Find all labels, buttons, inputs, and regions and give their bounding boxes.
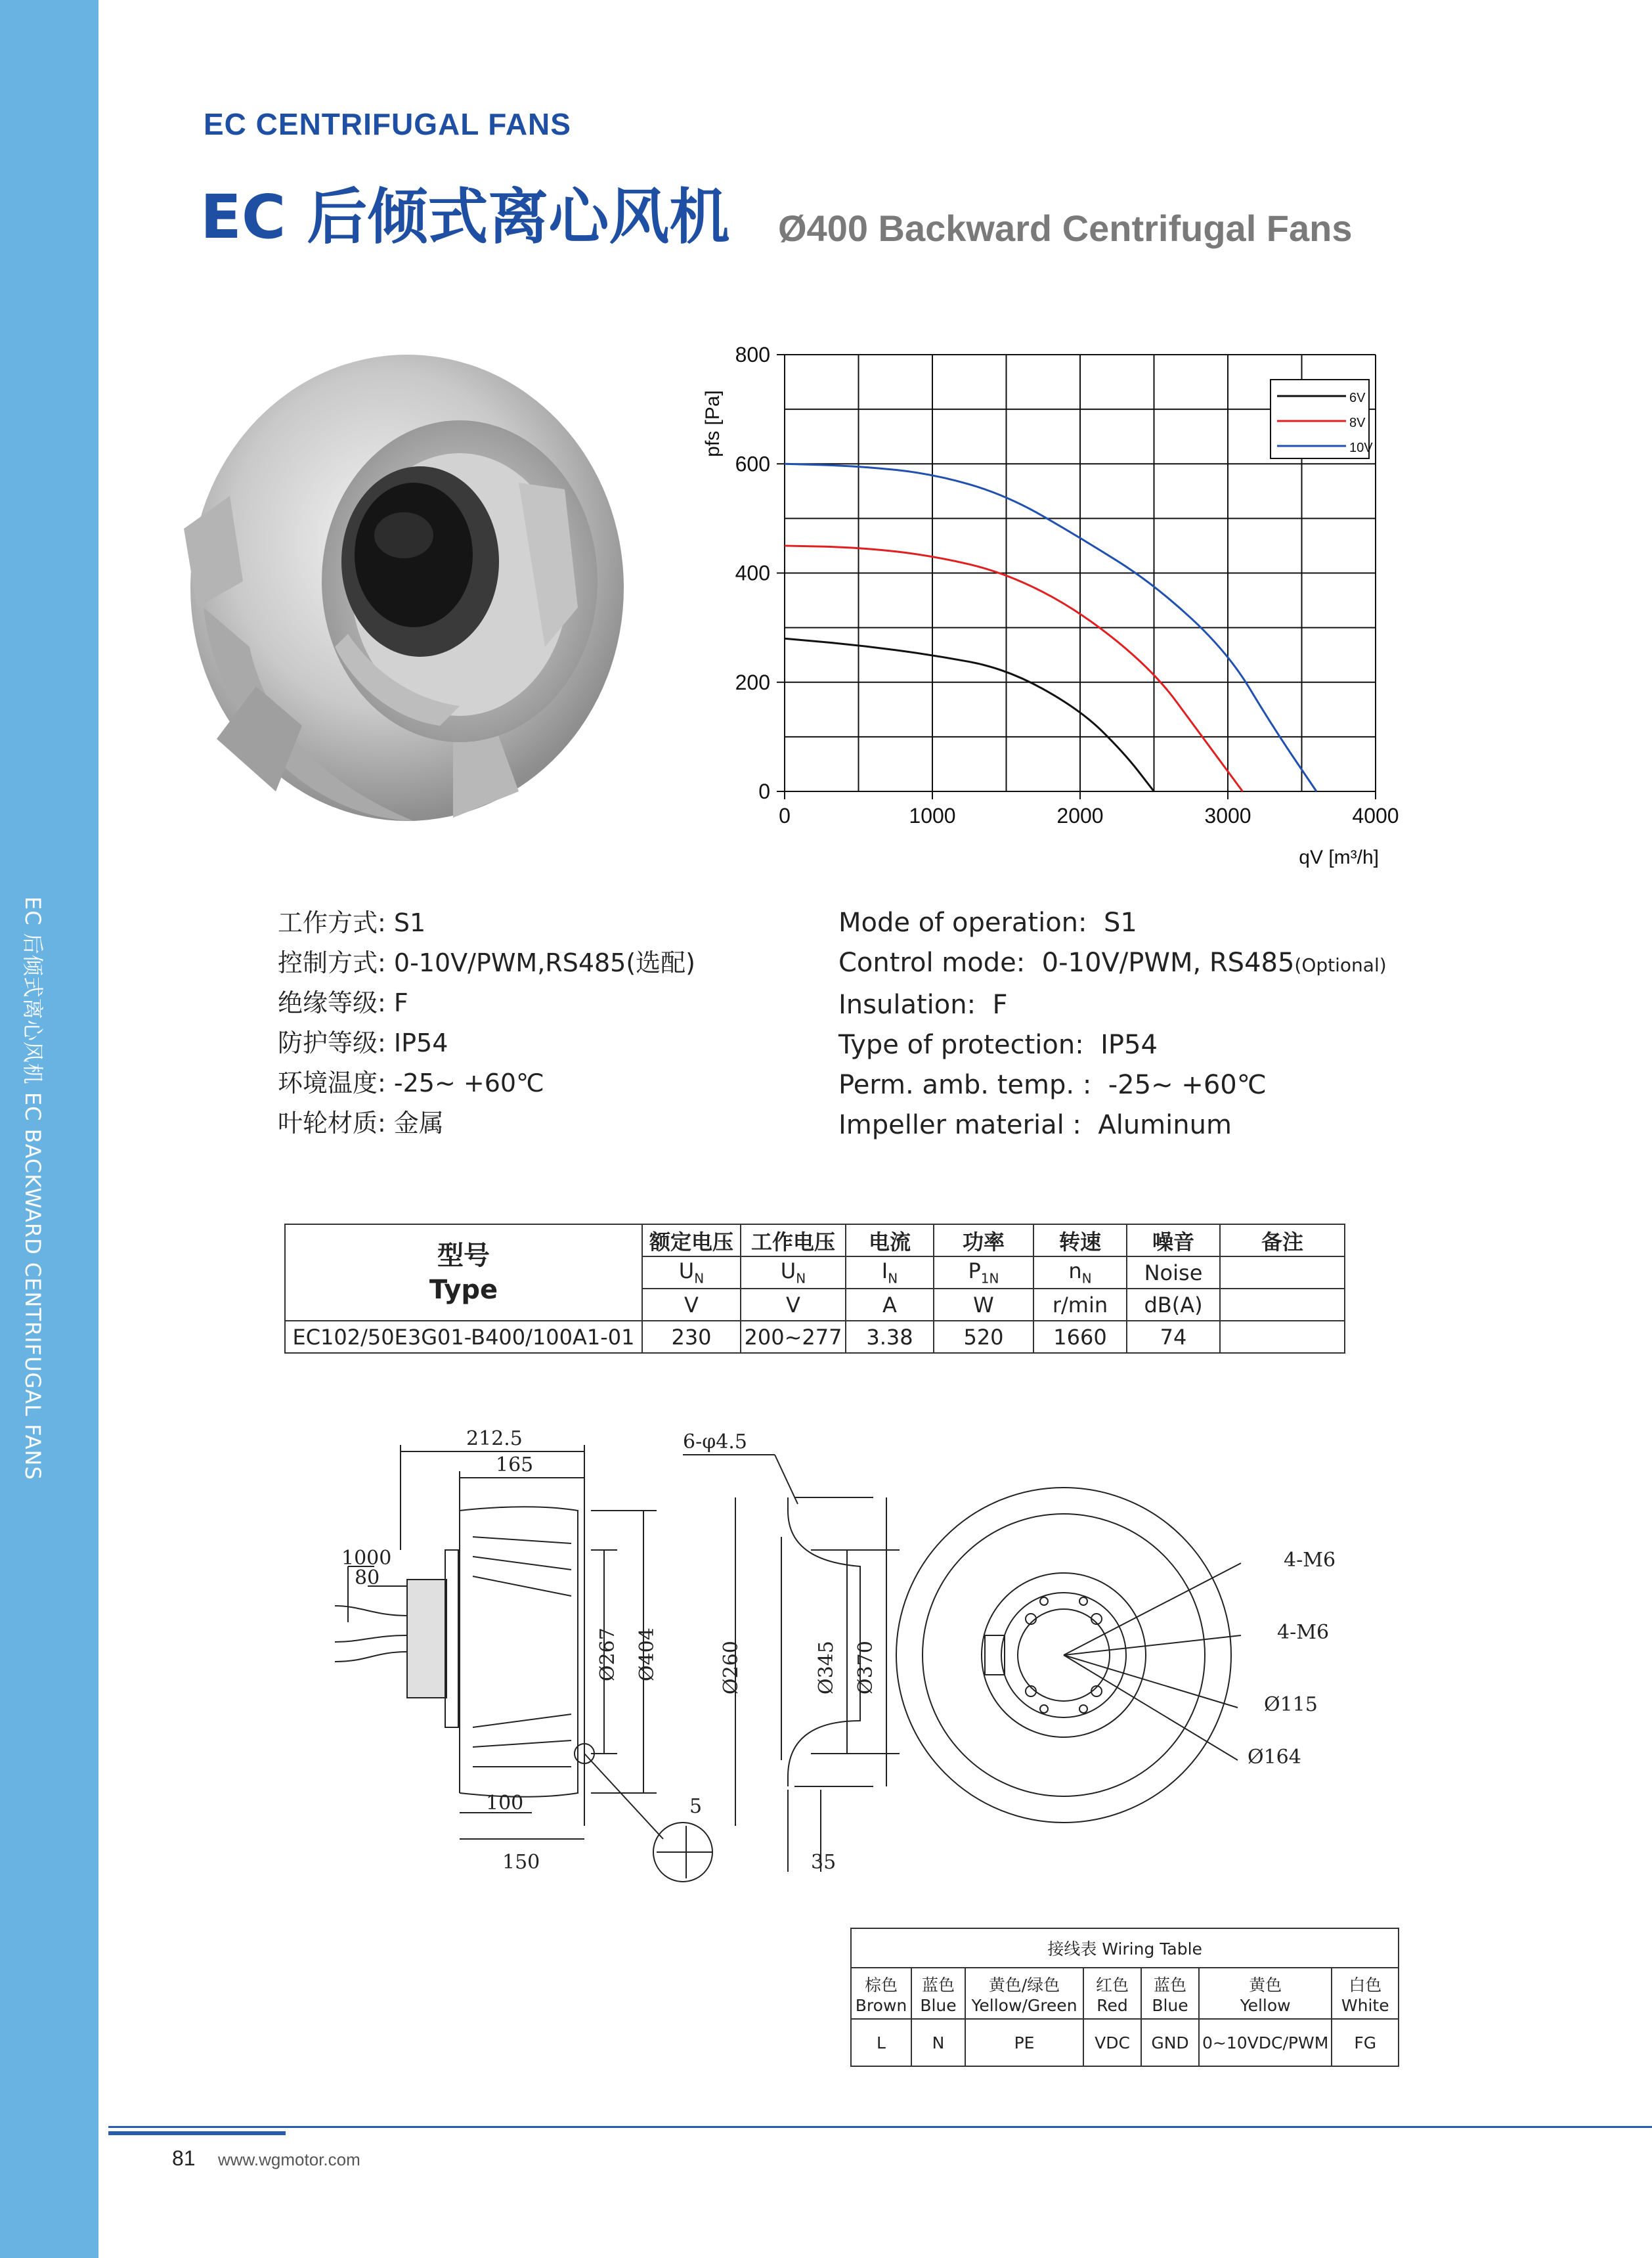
wire-function-cell: L [851,2019,911,2066]
y-tick-label: 600 [735,452,770,476]
x-tick-label: 1000 [909,804,956,828]
dim-label: Ø345 [815,1641,838,1694]
spec-cn-label: 环境温度: [278,1069,386,1097]
spec-cn-row [278,1023,695,1063]
spec-cn-value: -25~ +60℃ [393,1069,544,1097]
spec-cn-label: 绝缘等级: [278,988,386,1017]
spec-cn-label: 叶轮材质: [278,1109,386,1138]
spec-cn-value: IP54 [393,1029,448,1057]
wire-color-cell: 蓝色 Blue [911,1968,965,2019]
spec-cn-value: S1 [393,908,426,937]
wire-function-cell: N [911,2019,965,2066]
spec-en-row [838,1105,1387,1145]
spec-en-value: 0-10V/PWM, RS485 [1041,948,1295,978]
spec-en-label: Type of protection: [838,1030,1084,1060]
spec-cn-row [278,1103,695,1143]
front-view-dims [1248,1549,1336,1769]
wire-function-cell: 0~10VDC/PWM [1199,2019,1332,2066]
value-cell: 200~277 [741,1321,846,1353]
unit-cell: W [934,1289,1033,1321]
performance-chart [683,328,1445,887]
col-header: 额定电压 [642,1224,741,1256]
spec-en-label: Perm. amb. temp. : [838,1070,1092,1100]
unit-cell: V [642,1289,741,1321]
dim-label: 1000 [341,1547,392,1570]
x-tick-label: 2000 [1056,804,1104,828]
x-tick-label: 4000 [1352,804,1399,828]
type-header-en: Type [429,1274,498,1305]
spec-cn-row [278,943,695,983]
value-cell: 1660 [1033,1321,1127,1353]
dim-label: Ø267 [596,1627,619,1681]
dim-label: 100 [486,1792,524,1815]
dim-label: Ø115 [1264,1693,1318,1716]
dim-label: Ø164 [1248,1746,1301,1769]
spec-table [284,1224,1345,1354]
dim-label: 212.5 [466,1427,523,1450]
value-cell: 3.38 [846,1321,934,1353]
spec-en-value: Aluminum [1098,1110,1232,1140]
section-view [683,1430,900,1874]
type-header-cn: 型号 [437,1240,490,1271]
legend-label: 10V [1349,441,1373,455]
wire-color-cell: 白色 White [1332,1968,1399,2019]
spec-en-value: IP54 [1100,1030,1158,1060]
page-title-en: Ø400 Backward Centrifugal Fans [778,208,1353,249]
col-header: 工作电压 [741,1224,846,1256]
wire-function-cell: GND [1141,2019,1199,2066]
spec-en-value: -25~ +60℃ [1108,1070,1267,1100]
symbol-cell: $U_N$ [642,1256,741,1289]
value-cell: 74 [1127,1321,1220,1353]
footer-rule-accent [108,2131,286,2135]
wiring-table [850,1928,1399,2067]
col-header: 噪音 [1127,1224,1220,1256]
fan-product-image [177,332,637,831]
dim-label: 4-M6 [1284,1549,1336,1572]
sidebar [0,0,98,2258]
symbol-cell: $U_N$ [741,1256,846,1289]
page-number: 81 [172,2146,196,2170]
symbol-cell: $I_N$ [846,1256,934,1289]
y-tick-label: 400 [735,561,770,585]
symbol-cell: $n_N$ [1033,1256,1127,1289]
side-view [335,1427,712,1882]
website-link[interactable]: www.wgmotor.com [218,2150,360,2169]
spec-en-label: Impeller material : [838,1110,1081,1140]
wire-color-cell: 黄色/绿色 Yellow/Green [965,1968,1083,2019]
dim-label: 80 [355,1566,380,1589]
symbol-cell [1220,1256,1345,1289]
spec-en-note: (Optional) [1294,954,1387,976]
col-header: 功率 [934,1224,1033,1256]
spec-cn-row [278,903,695,943]
footer-rule [108,2126,1652,2128]
specs-en [838,903,1387,1145]
legend-label: 6V [1349,391,1366,405]
model-cell: EC102/50E3G01-B400/100A1-01 [285,1321,642,1353]
unit-cell [1220,1289,1345,1321]
dim-label: 35 [811,1851,837,1874]
dim-label: 5 [689,1795,703,1818]
col-header: 转速 [1033,1224,1127,1256]
specs-cn [278,903,695,1143]
symbol-cell: Noise [1127,1256,1220,1289]
x-tick-label: 3000 [1204,804,1251,828]
side-view-dims [341,1427,702,1874]
unit-cell: dB(A) [1127,1289,1220,1321]
technical-drawing [322,1419,1385,1892]
y-tick-label: 0 [758,780,770,803]
spec-en-label: Control mode: [838,948,1026,978]
wire-color-cell: 黄色 Yellow [1199,1968,1332,2019]
spec-cn-label: 控制方式: [278,948,386,977]
spec-cn-value: 0-10V/PWM,RS485(选配) [393,948,696,977]
spec-en-row [838,903,1387,943]
dim-label: 4-M6 [1277,1621,1330,1644]
wire-function-cell: PE [965,2019,1083,2066]
x-tick-label: 0 [779,804,791,828]
dim-label: Ø260 [720,1641,743,1694]
spec-en-value: F [992,990,1008,1020]
symbol-cell: $P_{1N}$ [934,1256,1033,1289]
wire-function-cell: VDC [1083,2019,1141,2066]
unit-cell: V [741,1289,846,1321]
spec-cn-value: F [393,988,408,1017]
spec-cn-label: 工作方式: [278,908,386,937]
value-cell: 520 [934,1321,1033,1353]
series-line-6V [785,638,1154,791]
wire-color-cell: 棕色 Brown [851,1968,911,2019]
spec-cn-value: 金属 [393,1109,444,1138]
x-axis-label: qV [m³/h] [1299,847,1379,868]
sidebar-vertical-title: EC 后倾式离心风机 EC BACKWARD CENTRIFUGAL FANS [20,897,45,1480]
value-cell: 230 [642,1321,741,1353]
y-tick-label: 800 [735,343,770,366]
spec-en-row [838,943,1387,985]
unit-cell: A [846,1289,934,1321]
category-heading: EC CENTRIFUGAL FANS [204,107,571,141]
spec-cn-row [278,983,695,1023]
y-tick-label: 200 [735,670,770,694]
type-header [285,1224,642,1321]
front-view [896,1488,1336,1823]
dim-label: 165 [496,1453,534,1476]
page-title-cn: EC 后倾式离心风机 [200,182,730,252]
dim-label: Ø404 [636,1627,659,1681]
wiring-title: 接线表 Wiring Table [851,1928,1399,1968]
spec-en-value: S1 [1103,908,1137,938]
value-cell [1220,1321,1345,1353]
dim-label: 150 [502,1851,540,1874]
y-axis-label: pfs [Pa] [702,390,724,457]
dim-label: Ø370 [854,1641,877,1694]
spec-cn-row [278,1063,695,1103]
col-header: 备注 [1220,1224,1345,1256]
spec-en-label: Insulation: [838,990,976,1020]
wire-color-cell: 红色 Red [1083,1968,1141,2019]
wire-color-cell: 蓝色 Blue [1141,1968,1199,2019]
dim-label: 6-φ4.5 [683,1430,747,1453]
series-line-8V [785,546,1243,791]
spec-cn-label: 防护等级: [278,1029,386,1057]
spec-en-label: Mode of operation: [838,908,1087,938]
spec-en-row [838,1065,1387,1105]
unit-cell: r/min [1033,1289,1127,1321]
col-header: 电流 [846,1224,934,1256]
wire-function-cell: FG [1332,2019,1399,2066]
legend-label: 8V [1349,416,1366,430]
spec-en-row [838,1025,1387,1065]
spec-en-row [838,985,1387,1025]
